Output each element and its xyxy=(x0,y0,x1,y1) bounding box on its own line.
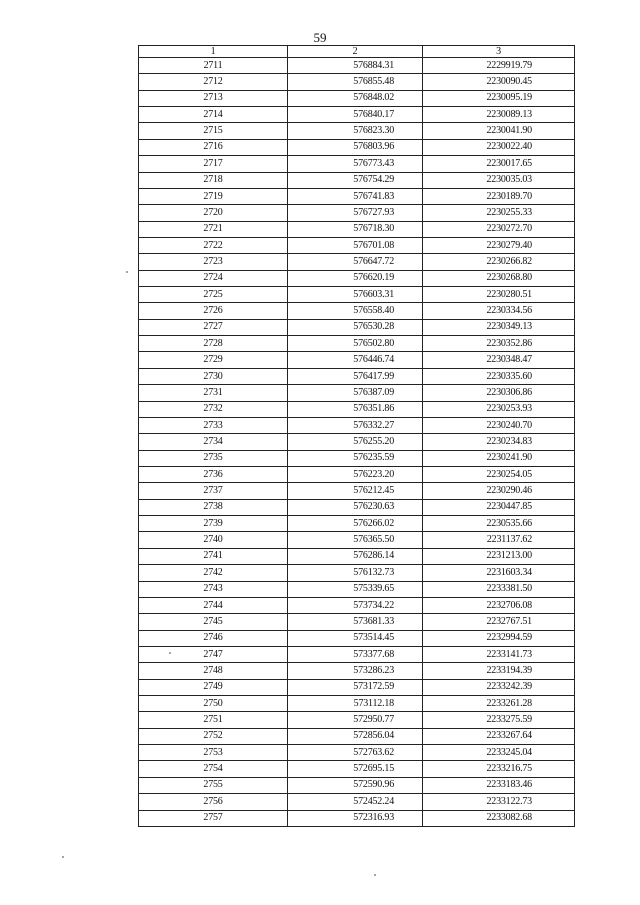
cell-y-coordinate: 2230253.93 xyxy=(423,401,575,417)
cell-x-coordinate: 576754.29 xyxy=(288,172,423,188)
cell-point-number: 2714 xyxy=(139,107,288,123)
cell-point-number: 2723 xyxy=(139,254,288,270)
table-row xyxy=(139,123,575,139)
cell-x-coordinate: 576803.96 xyxy=(288,139,423,155)
cell-x-coordinate: 576647.72 xyxy=(288,254,423,270)
cell-x-coordinate: 573112.18 xyxy=(288,696,423,712)
cell-y-coordinate: 2233216.75 xyxy=(423,761,575,777)
table-row xyxy=(139,810,575,826)
cell-point-number: 2726 xyxy=(139,303,288,319)
cell-y-coordinate: 2230334.56 xyxy=(423,303,575,319)
cell-y-coordinate: 2230447.85 xyxy=(423,499,575,515)
table-header xyxy=(139,46,575,58)
table-row xyxy=(139,499,575,515)
table-row xyxy=(139,548,575,564)
cell-y-coordinate: 2233082.68 xyxy=(423,810,575,826)
cell-y-coordinate: 2230234.83 xyxy=(423,434,575,450)
cell-point-number: 2728 xyxy=(139,336,288,352)
cell-y-coordinate: 2230255.33 xyxy=(423,205,575,221)
column-header-point-number: 1 xyxy=(139,46,288,58)
cell-y-coordinate: 2232706.08 xyxy=(423,597,575,613)
cell-y-coordinate: 2233261.28 xyxy=(423,696,575,712)
cell-x-coordinate: 572695.15 xyxy=(288,761,423,777)
cell-y-coordinate: 2231137.62 xyxy=(423,532,575,548)
cell-point-number: 2718 xyxy=(139,172,288,188)
cell-x-coordinate: 573514.45 xyxy=(288,630,423,646)
cell-point-number: 2735 xyxy=(139,450,288,466)
cell-point-number: 2738 xyxy=(139,499,288,515)
table-row xyxy=(139,417,575,433)
cell-x-coordinate: 576332.27 xyxy=(288,417,423,433)
cell-y-coordinate: 2231603.34 xyxy=(423,565,575,581)
cell-y-coordinate: 2233381.50 xyxy=(423,581,575,597)
cell-point-number: 2756 xyxy=(139,794,288,810)
cell-x-coordinate: 572856.04 xyxy=(288,728,423,744)
scan-speck xyxy=(62,856,64,858)
cell-point-number: 2751 xyxy=(139,712,288,728)
cell-y-coordinate: 2230022.40 xyxy=(423,139,575,155)
cell-y-coordinate: 2230241.90 xyxy=(423,450,575,466)
cell-point-number: 2750 xyxy=(139,696,288,712)
table-row xyxy=(139,794,575,810)
table-row xyxy=(139,352,575,368)
table-row xyxy=(139,745,575,761)
cell-x-coordinate: 573681.33 xyxy=(288,614,423,630)
cell-y-coordinate: 2230335.60 xyxy=(423,368,575,384)
table-row xyxy=(139,434,575,450)
cell-x-coordinate: 573286.23 xyxy=(288,663,423,679)
cell-y-coordinate: 2230535.66 xyxy=(423,516,575,532)
cell-x-coordinate: 572452.24 xyxy=(288,794,423,810)
table-row xyxy=(139,90,575,106)
cell-y-coordinate: 2233141.73 xyxy=(423,646,575,662)
table-row xyxy=(139,74,575,90)
cell-y-coordinate: 2230352.86 xyxy=(423,336,575,352)
cell-y-coordinate: 2231213.00 xyxy=(423,548,575,564)
cell-point-number: 2755 xyxy=(139,777,288,793)
cell-x-coordinate: 576255.20 xyxy=(288,434,423,450)
cell-point-number: 2729 xyxy=(139,352,288,368)
scan-speck xyxy=(374,874,376,876)
cell-x-coordinate: 576223.20 xyxy=(288,466,423,482)
cell-point-number: 2745 xyxy=(139,614,288,630)
column-header-y-coordinate: 3 xyxy=(423,46,575,58)
cell-point-number: 2742 xyxy=(139,565,288,581)
table-row xyxy=(139,712,575,728)
table-row xyxy=(139,270,575,286)
cell-y-coordinate: 2233183.46 xyxy=(423,777,575,793)
table-row xyxy=(139,385,575,401)
cell-point-number: 2711 xyxy=(139,58,288,74)
cell-y-coordinate: 2230306.86 xyxy=(423,385,575,401)
cell-point-number: 2720 xyxy=(139,205,288,221)
cell-x-coordinate: 572316.93 xyxy=(288,810,423,826)
cell-point-number: 2748 xyxy=(139,663,288,679)
cell-x-coordinate: 576840.17 xyxy=(288,107,423,123)
cell-point-number: 2744 xyxy=(139,597,288,613)
table-row xyxy=(139,761,575,777)
cell-x-coordinate: 572763.62 xyxy=(288,745,423,761)
table-row xyxy=(139,336,575,352)
cell-y-coordinate: 2230189.70 xyxy=(423,188,575,204)
table-row xyxy=(139,565,575,581)
cell-x-coordinate: 576212.45 xyxy=(288,483,423,499)
table-row xyxy=(139,221,575,237)
table-row xyxy=(139,303,575,319)
cell-point-number: 2736 xyxy=(139,466,288,482)
table-row xyxy=(139,532,575,548)
cell-y-coordinate: 2233194.39 xyxy=(423,663,575,679)
cell-point-number: 2747 xyxy=(139,646,288,662)
table-row xyxy=(139,254,575,270)
cell-x-coordinate: 576855.48 xyxy=(288,74,423,90)
table-row xyxy=(139,728,575,744)
cell-y-coordinate: 2230290.46 xyxy=(423,483,575,499)
table-row xyxy=(139,581,575,597)
cell-x-coordinate: 576365.50 xyxy=(288,532,423,548)
cell-x-coordinate: 576701.08 xyxy=(288,237,423,253)
cell-x-coordinate: 576823.30 xyxy=(288,123,423,139)
page-number: 59 xyxy=(313,30,327,45)
column-header-x-coordinate: 2 xyxy=(288,46,423,58)
cell-y-coordinate: 2230272.70 xyxy=(423,221,575,237)
table-row xyxy=(139,188,575,204)
cell-point-number: 2733 xyxy=(139,417,288,433)
cell-point-number: 2734 xyxy=(139,434,288,450)
cell-x-coordinate: 576502.80 xyxy=(288,336,423,352)
cell-point-number: 2749 xyxy=(139,679,288,695)
cell-y-coordinate: 2230348.47 xyxy=(423,352,575,368)
cell-point-number: 2757 xyxy=(139,810,288,826)
cell-x-coordinate: 573377.68 xyxy=(288,646,423,662)
table-row xyxy=(139,450,575,466)
cell-point-number: 2741 xyxy=(139,548,288,564)
cell-y-coordinate: 2230280.51 xyxy=(423,287,575,303)
cell-y-coordinate: 2230017.65 xyxy=(423,156,575,172)
cell-x-coordinate: 576773.43 xyxy=(288,156,423,172)
coordinates-table xyxy=(138,45,575,827)
table-row xyxy=(139,319,575,335)
table-row xyxy=(139,646,575,662)
cell-x-coordinate: 573172.59 xyxy=(288,679,423,695)
cell-y-coordinate: 2230254.05 xyxy=(423,466,575,482)
table-row xyxy=(139,156,575,172)
table-body xyxy=(139,58,575,827)
cell-x-coordinate: 576286.14 xyxy=(288,548,423,564)
cell-point-number: 2725 xyxy=(139,287,288,303)
cell-x-coordinate: 576235.59 xyxy=(288,450,423,466)
cell-y-coordinate: 2230349.13 xyxy=(423,319,575,335)
table-row xyxy=(139,663,575,679)
table-row xyxy=(139,58,575,74)
cell-x-coordinate: 576530.28 xyxy=(288,319,423,335)
cell-point-number: 2746 xyxy=(139,630,288,646)
table-row xyxy=(139,466,575,482)
cell-x-coordinate: 576741.83 xyxy=(288,188,423,204)
cell-x-coordinate: 576603.31 xyxy=(288,287,423,303)
cell-y-coordinate: 2232767.51 xyxy=(423,614,575,630)
table-row xyxy=(139,483,575,499)
cell-x-coordinate: 576446.74 xyxy=(288,352,423,368)
table-row xyxy=(139,172,575,188)
cell-point-number: 2732 xyxy=(139,401,288,417)
scan-speck xyxy=(126,271,128,273)
scan-speck xyxy=(169,652,171,654)
cell-x-coordinate: 576266.02 xyxy=(288,516,423,532)
cell-y-coordinate: 2230279.40 xyxy=(423,237,575,253)
cell-y-coordinate: 2233242.39 xyxy=(423,679,575,695)
cell-y-coordinate: 2230266.82 xyxy=(423,254,575,270)
table-row xyxy=(139,107,575,123)
cell-point-number: 2753 xyxy=(139,745,288,761)
cell-point-number: 2721 xyxy=(139,221,288,237)
table-row xyxy=(139,139,575,155)
cell-y-coordinate: 2230089.13 xyxy=(423,107,575,123)
cell-point-number: 2739 xyxy=(139,516,288,532)
cell-point-number: 2716 xyxy=(139,139,288,155)
cell-y-coordinate: 2230240.70 xyxy=(423,417,575,433)
table-row xyxy=(139,205,575,221)
cell-x-coordinate: 576351.86 xyxy=(288,401,423,417)
cell-y-coordinate: 2233267.64 xyxy=(423,728,575,744)
cell-y-coordinate: 2230035.03 xyxy=(423,172,575,188)
cell-point-number: 2730 xyxy=(139,368,288,384)
cell-y-coordinate: 2233122.73 xyxy=(423,794,575,810)
table-row xyxy=(139,237,575,253)
table-row xyxy=(139,516,575,532)
cell-y-coordinate: 2230095.19 xyxy=(423,90,575,106)
table-row xyxy=(139,696,575,712)
cell-x-coordinate: 576620.19 xyxy=(288,270,423,286)
cell-x-coordinate: 576230.63 xyxy=(288,499,423,515)
cell-x-coordinate: 576132.73 xyxy=(288,565,423,581)
cell-x-coordinate: 573734.22 xyxy=(288,597,423,613)
cell-point-number: 2717 xyxy=(139,156,288,172)
cell-y-coordinate: 2229919.79 xyxy=(423,58,575,74)
cell-x-coordinate: 576727.93 xyxy=(288,205,423,221)
table-row xyxy=(139,368,575,384)
cell-x-coordinate: 576884.31 xyxy=(288,58,423,74)
table-row xyxy=(139,287,575,303)
cell-y-coordinate: 2233245.04 xyxy=(423,745,575,761)
cell-y-coordinate: 2230090.45 xyxy=(423,74,575,90)
cell-y-coordinate: 2233275.59 xyxy=(423,712,575,728)
table-row xyxy=(139,401,575,417)
cell-x-coordinate: 572950.77 xyxy=(288,712,423,728)
table-row xyxy=(139,597,575,613)
cell-point-number: 2719 xyxy=(139,188,288,204)
header-row xyxy=(139,46,575,58)
cell-x-coordinate: 576718.30 xyxy=(288,221,423,237)
table-row xyxy=(139,630,575,646)
table-row xyxy=(139,777,575,793)
cell-point-number: 2724 xyxy=(139,270,288,286)
cell-x-coordinate: 576417.99 xyxy=(288,368,423,384)
cell-y-coordinate: 2230268.80 xyxy=(423,270,575,286)
cell-x-coordinate: 572590.96 xyxy=(288,777,423,793)
cell-point-number: 2712 xyxy=(139,74,288,90)
cell-x-coordinate: 576848.02 xyxy=(288,90,423,106)
cell-point-number: 2731 xyxy=(139,385,288,401)
cell-x-coordinate: 575339.65 xyxy=(288,581,423,597)
cell-point-number: 2727 xyxy=(139,319,288,335)
cell-point-number: 2752 xyxy=(139,728,288,744)
table-row xyxy=(139,679,575,695)
cell-point-number: 2713 xyxy=(139,90,288,106)
cell-x-coordinate: 576387.09 xyxy=(288,385,423,401)
table-row xyxy=(139,614,575,630)
cell-point-number: 2740 xyxy=(139,532,288,548)
cell-x-coordinate: 576558.40 xyxy=(288,303,423,319)
cell-y-coordinate: 2230041.90 xyxy=(423,123,575,139)
cell-point-number: 2722 xyxy=(139,237,288,253)
cell-point-number: 2754 xyxy=(139,761,288,777)
cell-point-number: 2737 xyxy=(139,483,288,499)
cell-point-number: 2715 xyxy=(139,123,288,139)
cell-point-number: 2743 xyxy=(139,581,288,597)
cell-y-coordinate: 2232994.59 xyxy=(423,630,575,646)
